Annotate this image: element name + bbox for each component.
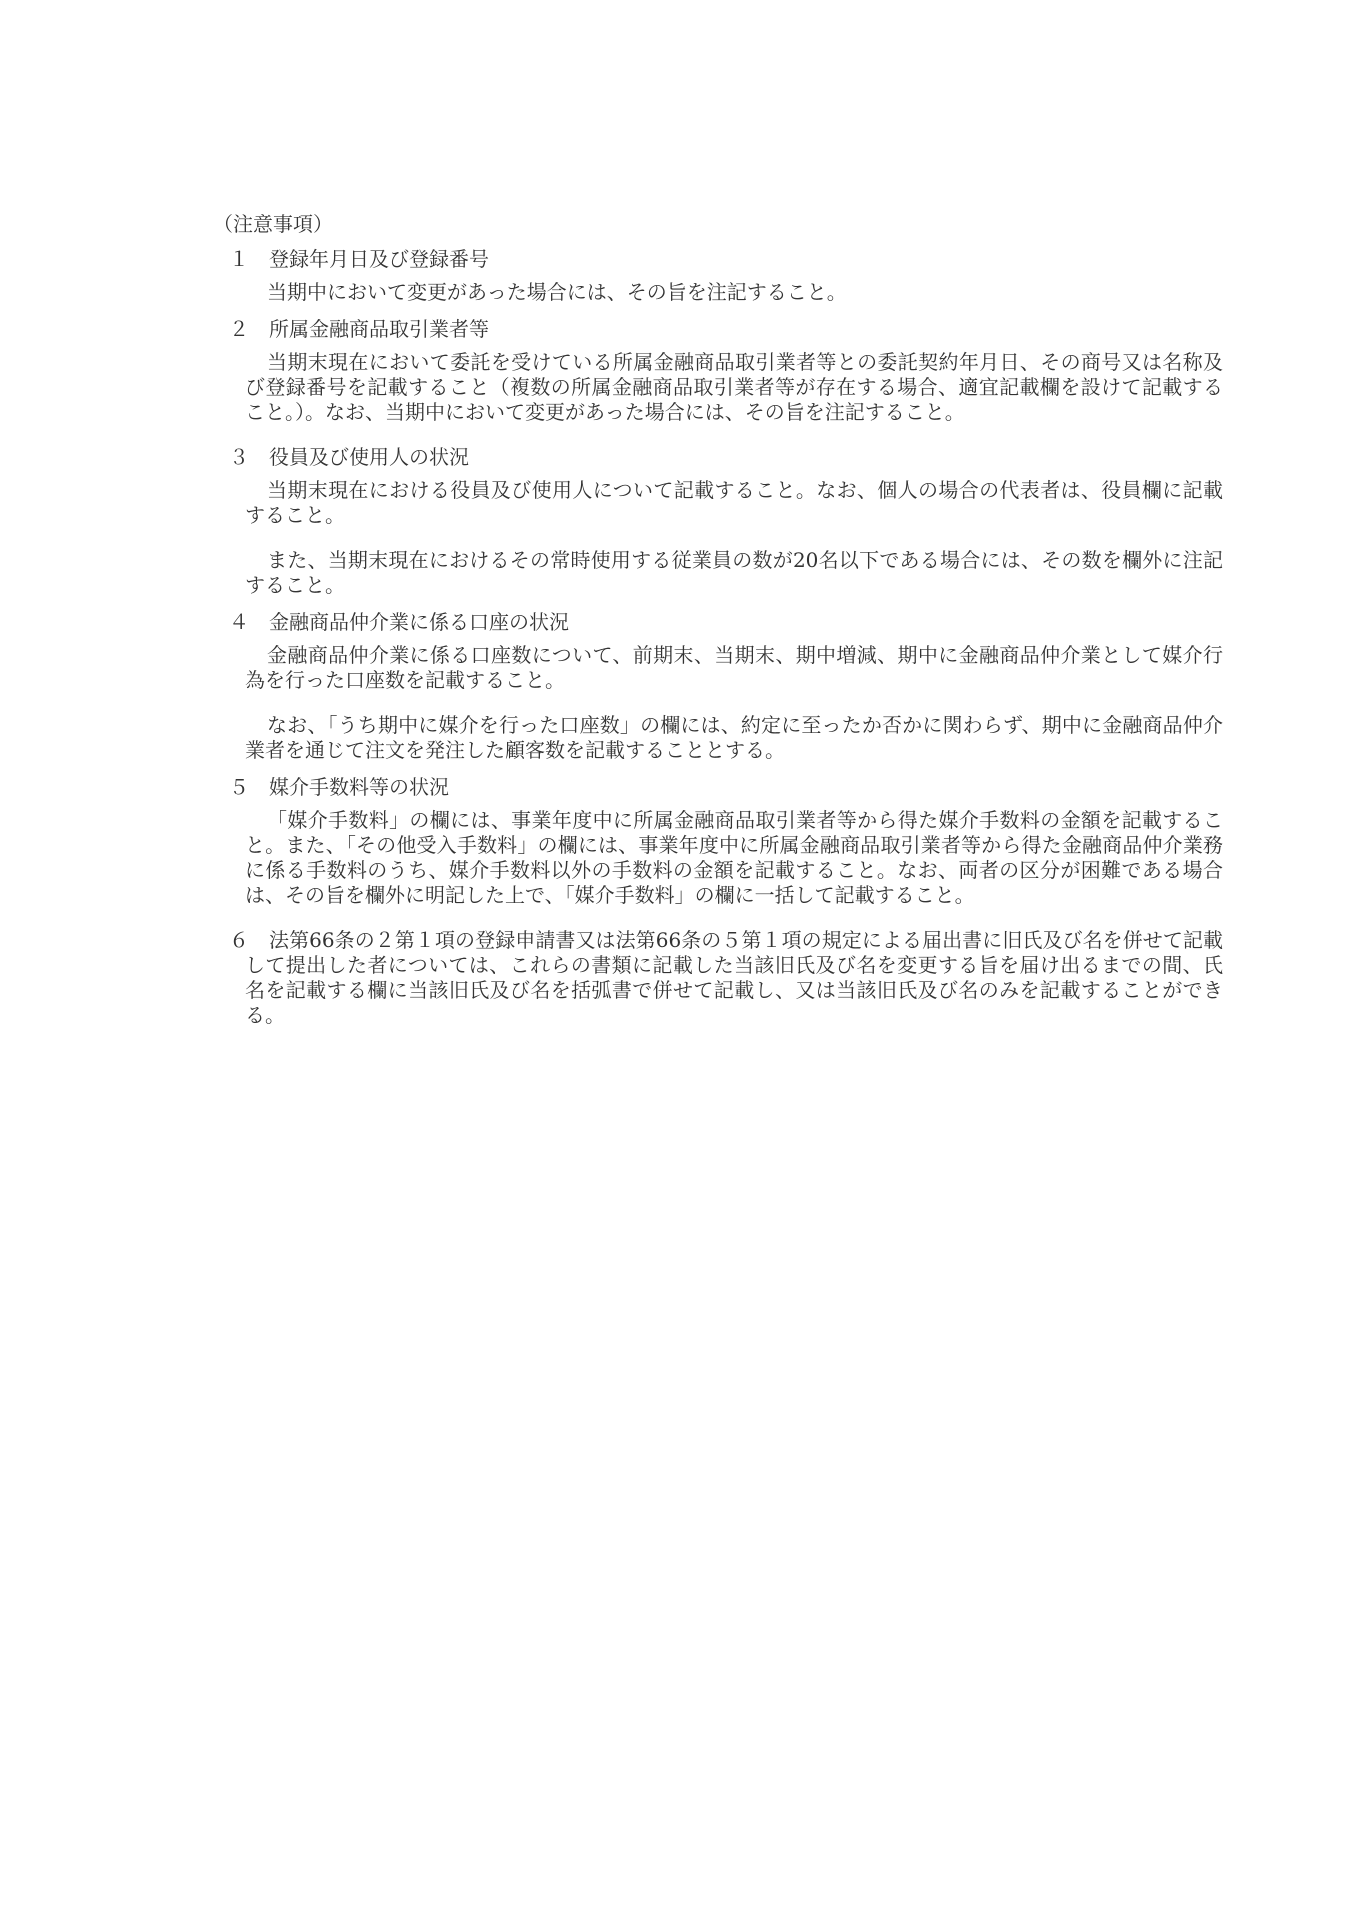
note-section-2 [213, 317, 1223, 425]
section-heading [213, 317, 1223, 342]
section-paragraph: 「媒介手数料」の欄には、事業年度中に所属金融商品取引業者等から得た媒介手数料の金額を記載すること。また、「その他受入手数料」の欄には、事業年度中に所属金融商品取引業者等から得た金融商品仲介業務に係る手数料のうち、媒介手数料以外の手数料の金額を記載すること。なお、両者の区分が困難である場合は、その旨を欄外に明記した上で、「媒介手数料」の欄に一括して記載すること。 [245, 808, 1223, 907]
note-section-6 [213, 928, 1223, 1028]
note-section-3 [213, 445, 1223, 598]
note-section-1 [213, 247, 1223, 305]
section-paragraph: なお、「うち期中に媒介を行った口座数」の欄には、約定に至ったか否かに関わらず、期中に金融商品仲介業者を通じて注文を発注した顧客数を記載することとする。 [245, 713, 1223, 762]
section-heading [213, 610, 1223, 635]
section-number: ５ [229, 775, 249, 799]
section-number: ３ [229, 445, 249, 469]
section-heading [213, 445, 1223, 470]
section-paragraph: 法第66条の２第１項の登録申請書又は法第66条の５第１項の規定による届出書に旧氏及び名を併せて記載して提出した者については、これらの書類に記載した当該旧氏及び名を変更する旨を届け出るまでの間、氏名を記載する欄に当該旧氏及び名を括弧書で併せて記載し、又は当該旧氏及び名のみを記載することができる。 [245, 928, 1223, 1027]
section-heading [213, 247, 1223, 272]
section-number: ６ [229, 928, 249, 952]
section-paragraph: また、当期末現在におけるその常時使用する従業員の数が20名以下である場合には、その数を欄外に注記すること。 [245, 548, 1223, 597]
section-heading-text: 媒介手数料等の状況 [269, 775, 449, 799]
section-paragraph: 当期末現在において委託を受けている所属金融商品取引業者等との委託契約年月日、その商号又は名称及び登録番号を記載すること（複数の所属金融商品取引業者等が存在する場合、適宜記載欄を設けて記載すること。）。なお、当期中において変更があった場合には、その旨を注記すること。 [245, 350, 1223, 424]
section-paragraph: 金融商品仲介業に係る口座数について、前期末、当期末、期中増減、期中に金融商品仲介業として媒介行為を行った口座数を記載すること。 [245, 643, 1223, 692]
section-paragraph: 当期末現在における役員及び使用人について記載すること。なお、個人の場合の代表者は、役員欄に記載すること。 [245, 478, 1223, 527]
section-paragraph: 当期中において変更があった場合には、その旨を注記すること。 [267, 280, 847, 304]
section-heading-text: 金融商品仲介業に係る口座の状況 [269, 610, 569, 634]
section-heading-text: 役員及び使用人の状況 [269, 445, 469, 469]
note-section-4 [213, 610, 1223, 763]
section-number: ４ [229, 610, 249, 634]
note-section-5 [213, 775, 1223, 908]
section-heading-text: 所属金融商品取引業者等 [269, 317, 489, 341]
section-number: ２ [229, 317, 249, 341]
notes-document [213, 212, 1223, 1028]
notes-title: （注意事項） [213, 212, 333, 236]
section-heading-text: 登録年月日及び登録番号 [269, 247, 489, 271]
section-number: １ [229, 247, 249, 271]
section-heading [213, 775, 1223, 800]
